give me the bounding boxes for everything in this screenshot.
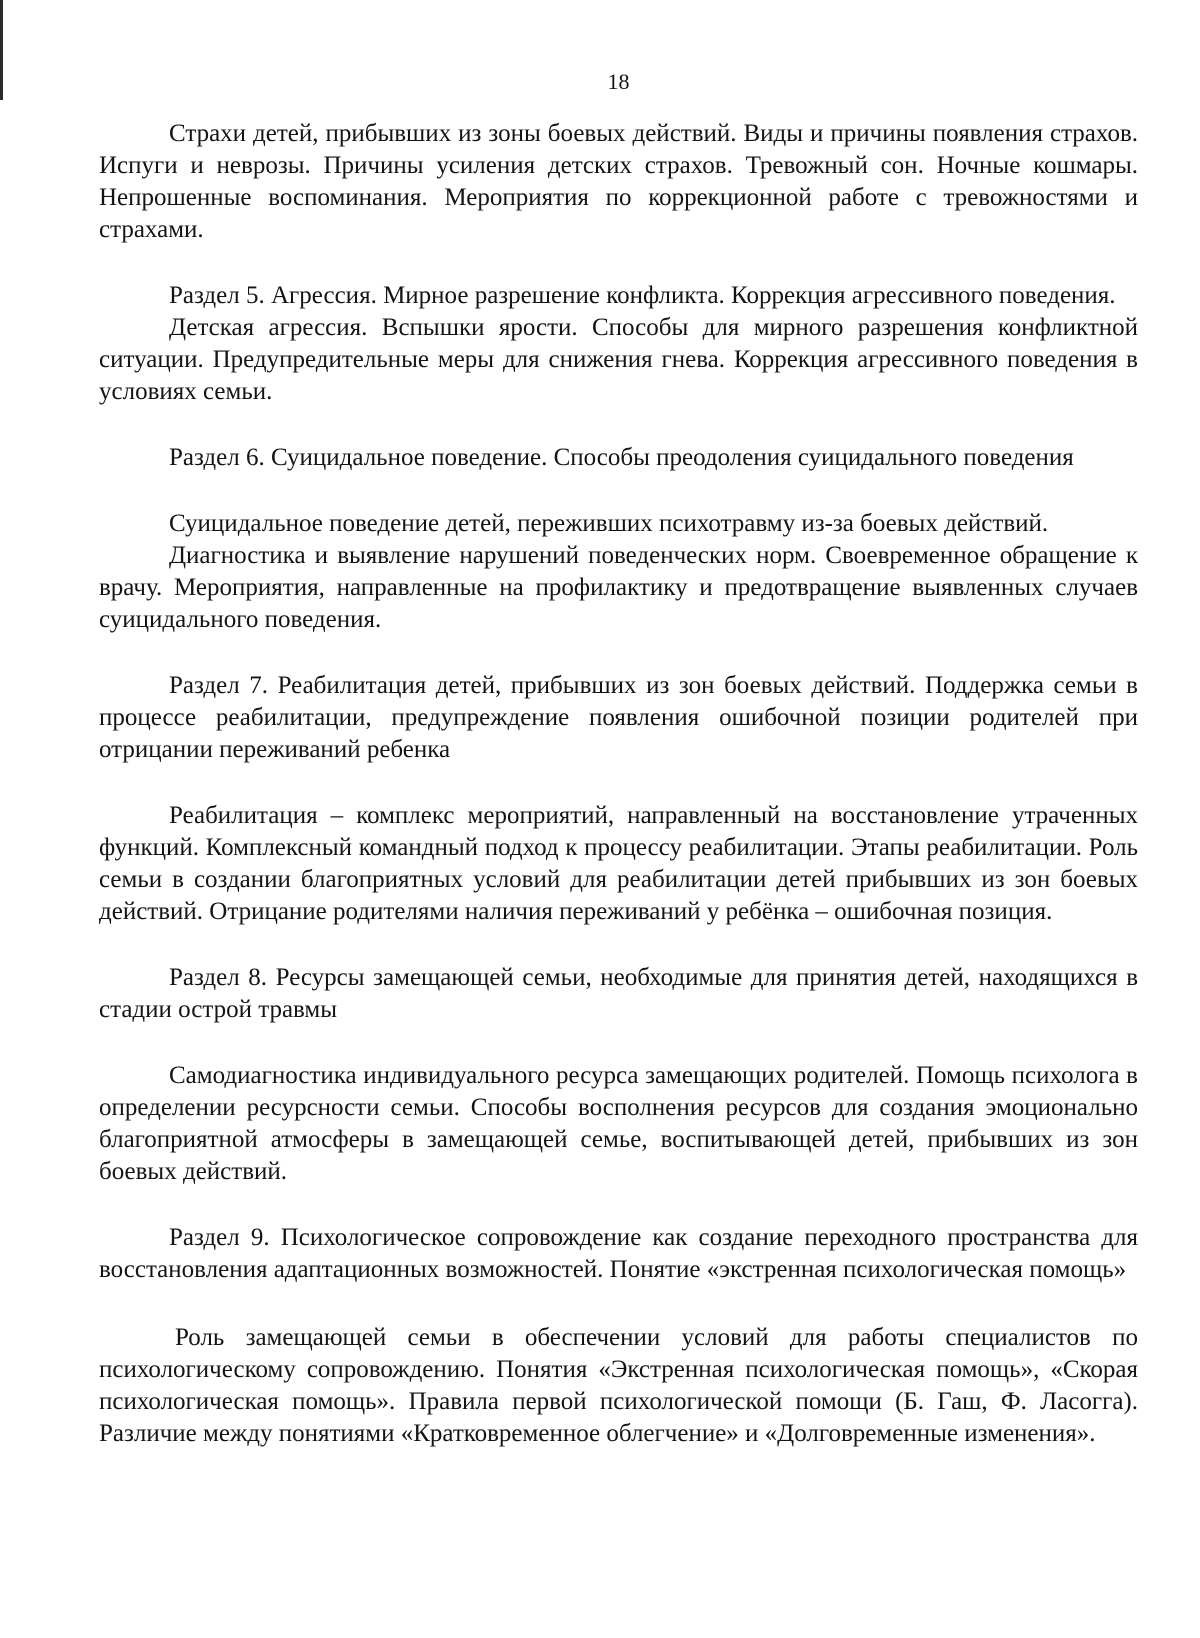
section-7-heading: Раздел 7. Реабилитация детей, прибывших из зон боевых действий. Поддержка семьи в процессе реабилитации, предупреждение появления ошибочной позиции родителей при отрицании переживаний ребенка bbox=[99, 672, 1138, 763]
paragraph-fears: Страхи детей, прибывших из зоны боевых действий. Виды и причины появления страхов. Испуги и неврозы. Причины усиления детских страхов. Тревожный сон. Ночные кошмары. Непрошенные воспоминания. Мероприятия по коррекционной работе с тревожностями и страхами. bbox=[99, 120, 1138, 243]
paragraph-suicidal-behavior: Суицидальное поведение детей, переживших психотравму из-за боевых действий. bbox=[169, 510, 1049, 537]
document-body bbox=[99, 118, 1138, 1450]
scan-edge bbox=[0, 0, 3, 100]
paragraph-psychological-support: Роль замещающей семьи в обеспечении условий для работы специалистов по психологическому сопровождению. Понятия «Экстренная психологическая помощь», «Скорая психологическая помощь». Правила первой психологической помощи (Б. Гаш, Ф. Ласогга). Различие между понятиями «Кратковременное облегчение» и «Долговременные изменения». bbox=[99, 1324, 1138, 1447]
section-6-heading: Раздел 6. Суицидальное поведение. Способы преодоления суицидального поведения bbox=[169, 444, 1074, 471]
page-number: 18 bbox=[607, 69, 630, 94]
paragraph-self-diagnostics: Самодиагностика индивидуального ресурса замещающих родителей. Помощь психолога в определении ресурсности семьи. Способы восполнения ресурсов для создания эмоционально благоприятной атмосферы в замещающей семье, воспитывающей детей, прибывших из зон боевых действий. bbox=[99, 1062, 1138, 1185]
paragraph-diagnostics: Диагностика и выявление нарушений поведенческих норм. Своевременное обращение к врачу. Мероприятия, направленные на профилактику и предотвращение выявленных случаев суицидального поведения. bbox=[99, 542, 1138, 633]
section-9-heading: Раздел 9. Психологическое сопровождение как создание переходного пространства для восстановления адаптационных возможностей. Понятие «экстренная психологическая помощь» bbox=[99, 1224, 1138, 1283]
paragraph-rehabilitation: Реабилитация – комплекс мероприятий, направленный на восстановление утраченных функций. Комплексный командный подход к процессу реабилитации. Этапы реабилитации. Роль семьи в создании благоприятных условий для реабилитации детей прибывших из зон боевых действий. Отрицание родителями наличия переживаний у ребёнка – ошибочная позиция. bbox=[99, 802, 1138, 925]
section-8-heading: Раздел 8. Ресурсы замещающей семьи, необходимые для принятия детей, находящихся в стадии острой травмы bbox=[99, 964, 1138, 1023]
paragraph-aggression: Детская агрессия. Вспышки ярости. Способы для мирного разрешения конфликтной ситуации. Предупредительные меры для снижения гнева. Коррекция агрессивного поведения в условиях семьи. bbox=[99, 314, 1138, 405]
section-5-heading: Раздел 5. Агрессия. Мирное разрешение конфликта. Коррекция агрессивного поведения. bbox=[169, 282, 1116, 309]
